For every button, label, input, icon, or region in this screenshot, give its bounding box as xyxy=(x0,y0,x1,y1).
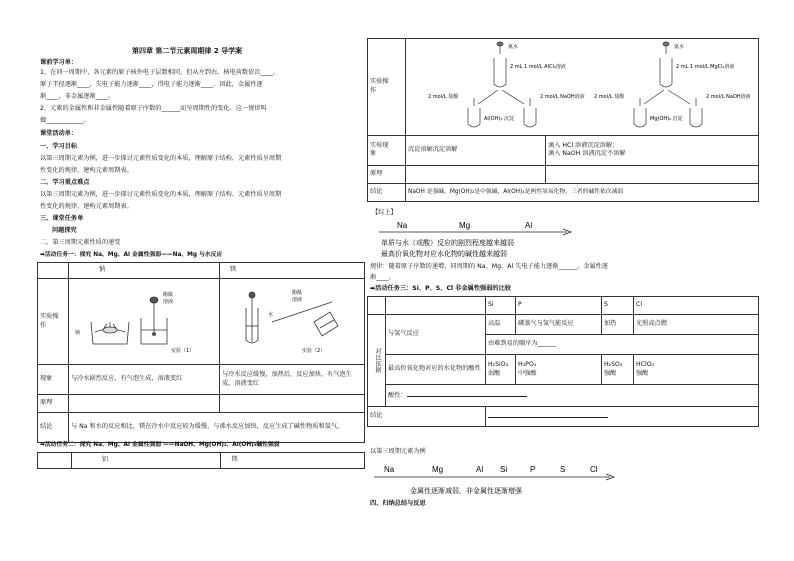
task-2-continued-table xyxy=(367,38,759,202)
t3-mg-phenomenon-2: 滴入 NaOH 溶液沉淀不溶解 xyxy=(548,150,626,158)
problem-inquiry-heading: 问题探究 xyxy=(52,227,77,234)
section-2-heading: 二、学习重点难点 xyxy=(40,179,90,186)
t3-conclusion-text: NaOH 是强碱，Mg(OH)₂是中强碱，Al(OH)₃是两性氢氧化物，三者的碱性依次减弱 xyxy=(406,183,759,201)
period-elem-p: P xyxy=(530,465,536,474)
section-3-heading: 三、课堂任务单 xyxy=(40,215,84,222)
reagent-label-1: 溶液 xyxy=(163,298,174,305)
section-1-line-1: 以第三周期元素为例，进一步探讨元素性质变化的本质，理解原子结构、元素性质呈周期 xyxy=(40,155,282,162)
class-activity-heading: 课堂活动单： xyxy=(40,130,78,137)
t4-side-label: 对比依据 xyxy=(368,315,386,407)
mg-water-apparatus-figure xyxy=(222,282,362,358)
summary-elem-mg: Mg xyxy=(459,221,471,230)
reagent-label-2: 溶液 xyxy=(292,296,303,303)
t4-cond-s: 加热 xyxy=(602,315,634,335)
mgoh2-precipitate-label: Mg(OH)₂ 沉淀 xyxy=(650,116,683,122)
period-elem-mg: Mg xyxy=(432,465,444,474)
law-line-1: 规律：随着原子序数的递增，同周期的 Na、Mg、Al 失电子能力逐渐______，金属性逐 xyxy=(370,263,608,270)
row-label-principle: 原理 xyxy=(38,395,69,413)
pre-line-3: 渐____，非金属逐渐____。 xyxy=(40,93,115,100)
t4-conclusion-label: 结论 xyxy=(368,407,486,427)
exp-1-label: 实验（1） xyxy=(171,347,195,354)
t3-mg-principle xyxy=(546,165,759,183)
naoh-label-mg: 2 mol/L NaOH溶液 xyxy=(706,94,751,100)
t4-acid-cl: HClO₄ 强酸 xyxy=(634,355,759,385)
water-label: 水 xyxy=(268,311,274,318)
na-figure-cell xyxy=(69,279,220,365)
t3-al-principle xyxy=(406,165,546,183)
t4-h-s: S xyxy=(602,297,634,315)
pre-line-4: 2、元素的金属性和非金属性随着原子序数的______而呈周期性的变化。这一规律叫 xyxy=(40,105,267,112)
naoh-label-al: 2 mol/L NaOH溶液 xyxy=(540,94,585,100)
task-2-table xyxy=(37,452,365,469)
ammonia-label-mg: 氨水 xyxy=(674,44,685,50)
t4-acidity-row xyxy=(386,385,759,407)
t3-row-label-phenomenon: 实验现 象 xyxy=(368,135,406,165)
mgcl2-label: 2 mL 1 mol/L MgCl₂溶液 xyxy=(676,64,735,70)
na-water-apparatus-figure xyxy=(71,282,217,358)
hcl-label-al: 2 mol/L 盐酸 xyxy=(428,94,459,100)
period-elem-al: Al xyxy=(476,465,484,474)
na-principle xyxy=(69,395,220,413)
t4-side-top xyxy=(368,297,386,315)
na-label: 钠 xyxy=(75,329,81,336)
na-phenomenon: 与冷水剧烈反应，有气泡生成，溶液变红 xyxy=(69,365,220,395)
section-1-line-2: 性变化的规律，建构元素周期表。 xyxy=(40,167,133,174)
period-elem-na: Na xyxy=(384,465,395,474)
summary-elem-al: Al xyxy=(525,221,533,230)
summary-trend-figure xyxy=(367,218,587,262)
hcl-label-mg: 2 mol/L 盐酸 xyxy=(594,94,625,100)
t3-row-label-principle: 原理 xyxy=(368,165,406,183)
phenol-label-2: 酚酞 xyxy=(292,289,303,296)
t3-mg-phenomenon-1: 滴入 HCl 溶液沉淀溶解； xyxy=(548,141,619,149)
period-3-heading: 二、第三周期元素性质的递变 xyxy=(40,239,121,246)
t4-h-si: Si xyxy=(486,297,516,315)
t3-mg-phenomenon xyxy=(546,135,759,165)
t4-acid-si: H₂SiO₃ 弱酸 xyxy=(486,355,516,385)
conclusion-text: 与 Na 和水的反应相比，镁在冷水中反应较为缓慢，与沸水反应加快，反应生成了碱性物质和氢气。 xyxy=(69,413,365,443)
t3-row-label-operation: 实验操 作 xyxy=(368,39,406,136)
t4-cond-p: 磷蒸气与氢气能反应 xyxy=(516,315,602,335)
t4-h-cl: Cl xyxy=(634,297,759,315)
row-label-phenomenon: 现象 xyxy=(38,365,69,395)
period-trend-figure xyxy=(370,462,620,496)
section-1-heading: 一、学习目标 xyxy=(40,143,78,150)
task-3-table xyxy=(367,296,759,427)
corner-cell xyxy=(38,263,69,279)
t4-conclusion-blank xyxy=(488,411,608,418)
mg-figure-cell xyxy=(220,279,365,365)
task-2-col-mg: 镁 xyxy=(221,453,365,469)
task-3-heading: ➡活动任务三：Si、P、S、Cl 非金属性强弱的比较 xyxy=(370,285,511,292)
row-label-conclusion: 结论 xyxy=(38,413,69,443)
summary-elem-na: Na xyxy=(397,221,408,230)
t4-oxide-label: 最高价氧化物对应的水化物的酸性 xyxy=(386,355,486,385)
t4-h-p: P xyxy=(516,297,602,315)
period-label: 以第三周期元素为例 xyxy=(370,448,426,455)
t4-acidity-blank xyxy=(407,390,527,397)
t4-acidity-label: 酸性： xyxy=(388,392,407,399)
task-1-table xyxy=(37,262,365,443)
t4-acid-p: H₃PO₄ 中强酸 xyxy=(516,355,602,385)
t3-al-phenomenon: 沉淀溶解沉淀溶解 xyxy=(406,135,546,165)
t3-row-label-conclusion: 结论 xyxy=(368,183,406,201)
hydroxide-experiment-figure xyxy=(408,40,756,130)
summary-label: 【综上】 xyxy=(372,209,397,216)
aloh3-precipitate-label: Al(OH)₃ 沉淀 xyxy=(484,116,515,122)
col-mg: 镁 xyxy=(220,263,365,279)
t4-acid-s: H₂SO₄ 强酸 xyxy=(602,355,634,385)
t4-cond-cl: 光照或点燃 xyxy=(634,315,759,335)
t4-cond-si: 高温 xyxy=(486,315,516,335)
summary-line-1: 单质与水（或酸）反应的剧烈程度越来越弱 xyxy=(381,239,514,247)
section-2-line-1: 以第三周期元素为例，进一步探讨元素性质变化的本质，理解原子结构、元素性质呈周期 xyxy=(40,191,282,198)
mg-phenomenon: 与冷水反应缓慢，加热后，反应加快，有气泡生成，溶液变红 xyxy=(220,365,365,395)
task-1-heading: ➡活动任务一：探究 Na、Mg、Al 金属性强弱——Na、Mg 与水反应 xyxy=(40,252,223,258)
section-4-heading: 四、归纳总结与反思 xyxy=(370,500,426,507)
t3-figure-cell xyxy=(406,39,759,136)
task-2-heading: ➡活动任务二：探究 Na、Mg、Al 金属性强弱 ——NaOH、Mg(OH)₂、Al(OH)₃碱性强弱 xyxy=(40,442,280,448)
t4-conclusion-cell xyxy=(486,407,759,427)
period-elem-cl: Cl xyxy=(590,465,598,474)
summary-line-2: 最高价氧化物对应水化物的碱性越来越弱 xyxy=(381,250,507,258)
law-line-2: 渐____。 xyxy=(370,274,395,281)
t4-corner xyxy=(386,297,486,315)
pre-line-5: 做____________。 xyxy=(40,117,90,124)
period-elem-s: S xyxy=(560,465,566,474)
ammonia-label-al: 氨水 xyxy=(508,44,519,50)
task-2-col-al: 铝 xyxy=(71,453,221,469)
col-na: 钠 xyxy=(69,263,220,279)
section-2-line-2: 性变化的规律，建构元素周期表。 xyxy=(40,203,133,210)
t4-h2-label: 与氢气反应 xyxy=(386,315,486,355)
exp-2-label: 实验（2） xyxy=(302,347,326,354)
pre-line-1: 1、在同一周期中，各元素的原子核外电子层数相同，但从左到右，核电荷数依次____， xyxy=(40,69,280,76)
mg-principle xyxy=(220,395,365,413)
phenol-label-1: 酚酞 xyxy=(163,291,174,298)
t4-order: 由难到易的顺序为______ xyxy=(486,335,759,355)
row-label-operation: 实验操 作 xyxy=(38,279,69,365)
page-title: 第四章 第二节元素周期律 2 导学案 xyxy=(132,47,243,55)
pre-study-heading: 课前学习单： xyxy=(40,59,78,66)
period-elem-si: Si xyxy=(500,465,508,474)
alcl3-label: 2 mL 1 mol/L AlCl₃溶液 xyxy=(510,64,566,70)
period-summary: 金属性逐渐减弱，非金属性逐渐增强 xyxy=(410,487,522,495)
pre-line-2: 原子半径逐渐____，失电子能力逐渐____，得电子能力逐渐____。因此，金属性逐 xyxy=(40,81,263,88)
task-2-corner xyxy=(38,453,72,469)
